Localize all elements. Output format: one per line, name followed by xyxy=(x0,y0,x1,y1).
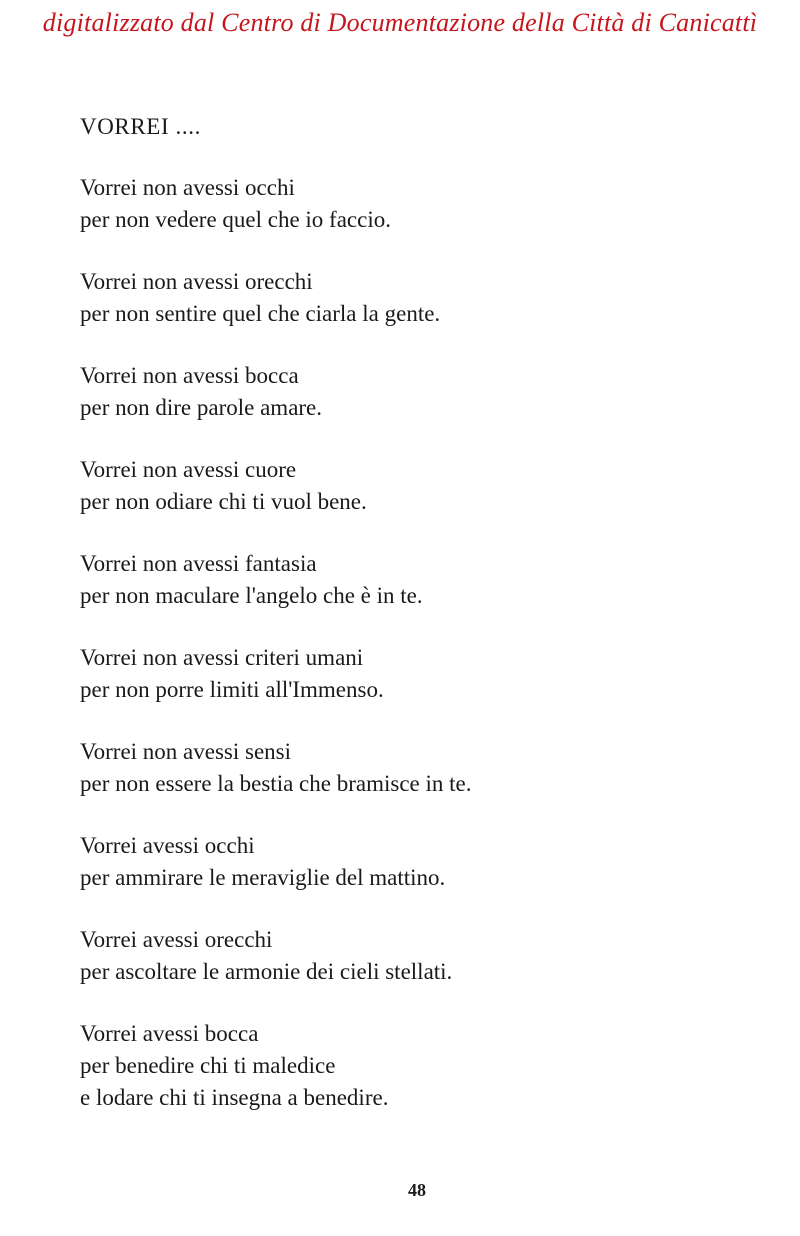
verse-line: Vorrei non avessi occhi xyxy=(80,175,295,200)
stanza xyxy=(80,642,760,706)
verse-line: per ammirare le meraviglie del mattino. xyxy=(80,865,446,890)
verse-line: per non maculare l'angelo che è in te. xyxy=(80,583,423,608)
verse-line: per benedire chi ti maledice xyxy=(80,1053,336,1078)
verse-line: Vorrei avessi occhi xyxy=(80,833,255,858)
verse-line: Vorrei non avessi sensi xyxy=(80,739,292,764)
verse-line: Vorrei avessi orecchi xyxy=(80,927,273,952)
poem-title: VORREI .... xyxy=(80,114,201,139)
digitization-watermark: digitalizzato dal Centro di Documentazione della Città di Canicattì xyxy=(42,8,758,37)
verse-line: e lodare chi ti insegna a benedire. xyxy=(80,1085,389,1110)
verse-line: per non dire parole amare. xyxy=(80,395,323,420)
poem-body xyxy=(80,172,760,1144)
verse-line: Vorrei non avessi criteri umani xyxy=(80,645,364,670)
verse-line: Vorrei non avessi cuore xyxy=(80,457,297,482)
verse-line: per non porre limiti all'Immenso. xyxy=(80,677,384,702)
stanza xyxy=(80,172,760,236)
verse-line: Vorrei non avessi fantasia xyxy=(80,551,317,576)
stanza xyxy=(80,1018,760,1114)
verse-line: Vorrei avessi bocca xyxy=(80,1021,259,1046)
stanza xyxy=(80,266,760,330)
stanza xyxy=(80,924,760,988)
stanza xyxy=(80,736,760,800)
verse-line: Vorrei non avessi orecchi xyxy=(80,269,313,294)
verse-line: per ascoltare le armonie dei cieli stellati. xyxy=(80,959,453,984)
verse-line: per non vedere quel che io faccio. xyxy=(80,207,391,232)
verse-line: per non odiare chi ti vuol bene. xyxy=(80,489,367,514)
stanza xyxy=(80,360,760,424)
stanza xyxy=(80,548,760,612)
stanza xyxy=(80,830,760,894)
page-number: 48 xyxy=(408,1180,426,1200)
stanza xyxy=(80,454,760,518)
verse-line: Vorrei non avessi bocca xyxy=(80,363,299,388)
verse-line: per non sentire quel che ciarla la gente. xyxy=(80,301,441,326)
verse-line: per non essere la bestia che bramisce in te. xyxy=(80,771,472,796)
